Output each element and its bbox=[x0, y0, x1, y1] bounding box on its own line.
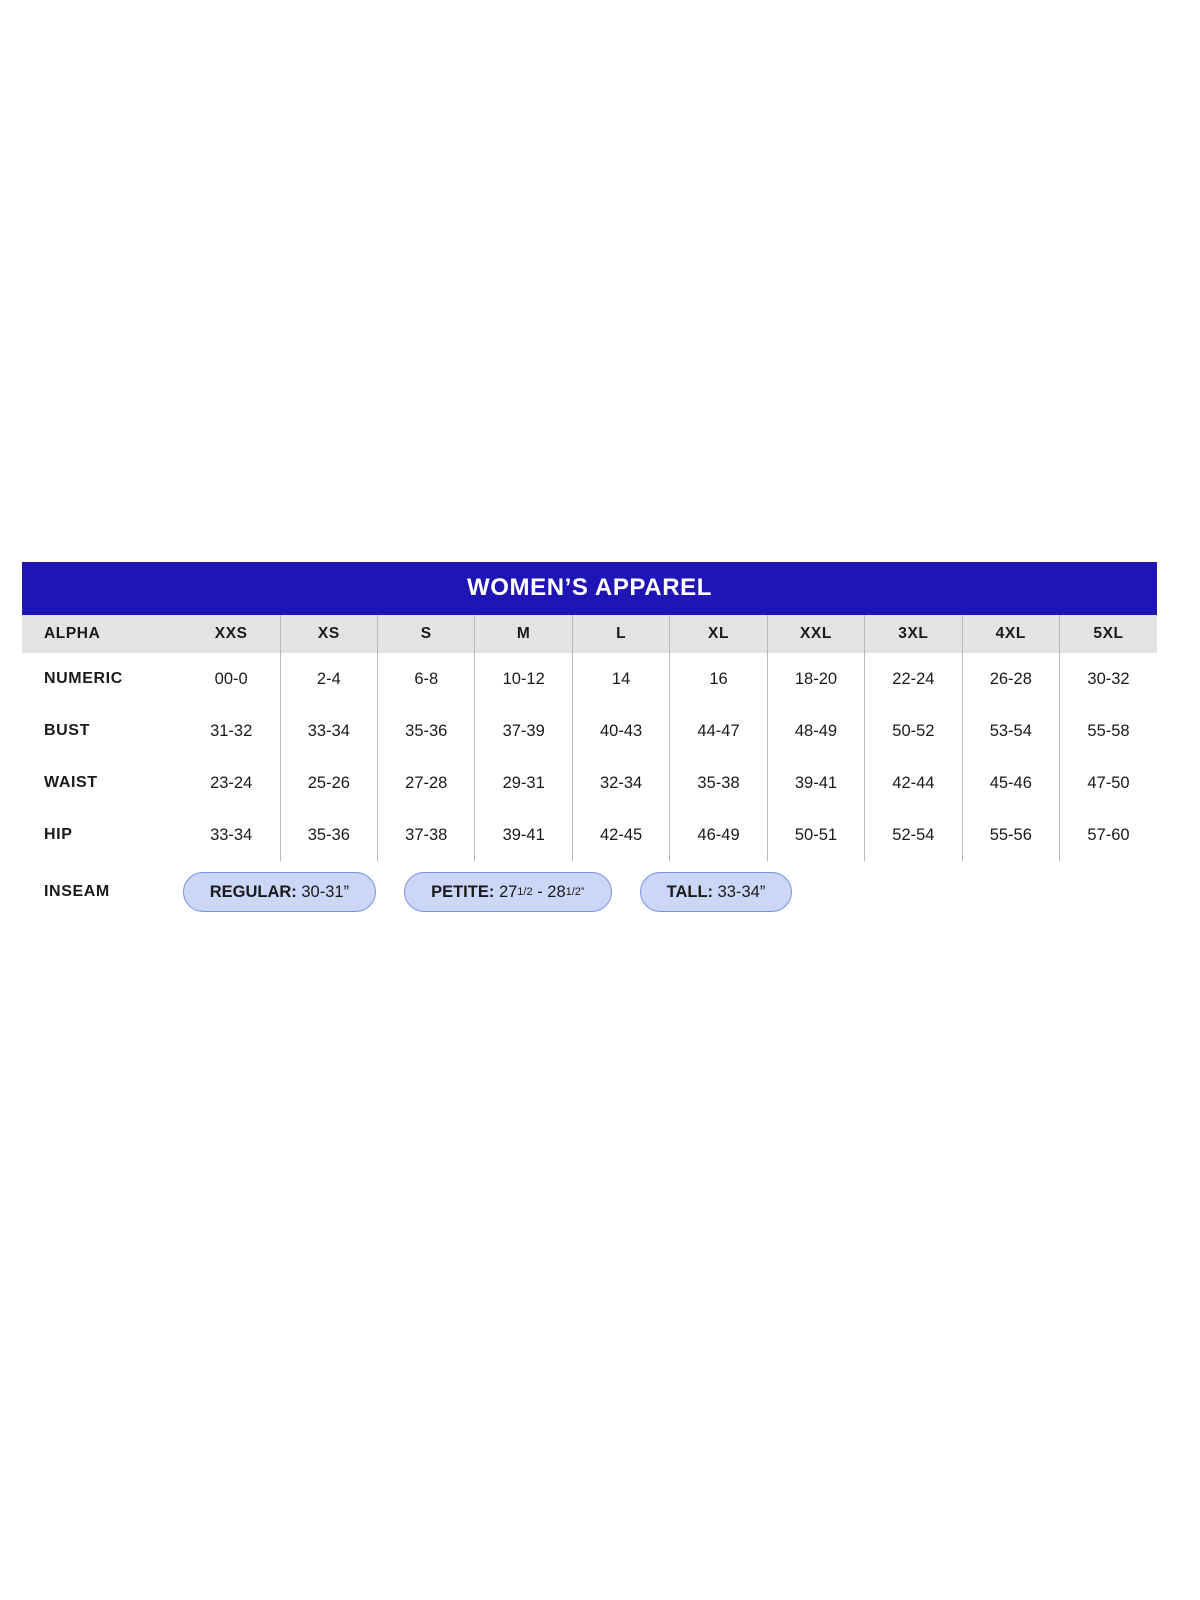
row-label: NUMERIC bbox=[44, 670, 123, 687]
row-label: BUST bbox=[44, 722, 90, 739]
inseam-tall-value: 33-34” bbox=[717, 882, 766, 901]
table-cell: 25-26 bbox=[280, 757, 377, 809]
table-cell: 16 bbox=[670, 653, 767, 705]
header-size: M bbox=[475, 615, 572, 653]
table-cell: 31-32 bbox=[183, 705, 280, 757]
table-cell: 44-47 bbox=[670, 705, 767, 757]
table-cell: 50-51 bbox=[767, 809, 864, 861]
table-cell: 22-24 bbox=[865, 653, 962, 705]
size-table bbox=[22, 615, 1157, 923]
inseam-regular-name: REGULAR: bbox=[209, 882, 297, 901]
table-row bbox=[22, 705, 1157, 757]
table-cell: 55-56 bbox=[962, 809, 1059, 861]
table-cell: 35-36 bbox=[280, 809, 377, 861]
inseam-petite-value-pre: 27 bbox=[498, 882, 518, 901]
inseam-option-regular[interactable] bbox=[183, 872, 376, 912]
row-label: WAIST bbox=[44, 774, 98, 791]
table-cell: 30-32 bbox=[1087, 669, 1130, 688]
header-size: 5XL bbox=[1093, 625, 1124, 642]
table-cell: 18-20 bbox=[767, 653, 864, 705]
table-cell: 42-44 bbox=[865, 757, 962, 809]
inseam-options bbox=[183, 861, 1157, 923]
header-size: 3XL bbox=[865, 615, 962, 653]
header-size: 4XL bbox=[962, 615, 1059, 653]
table-cell: 55-58 bbox=[1087, 721, 1130, 740]
table-row bbox=[22, 653, 1157, 705]
row-label: HIP bbox=[44, 826, 73, 843]
table-cell: 33-34 bbox=[183, 809, 280, 861]
header-size: XL bbox=[670, 615, 767, 653]
table-cell: 45-46 bbox=[962, 757, 1059, 809]
table-cell: 14 bbox=[572, 653, 669, 705]
table-cell: 42-45 bbox=[572, 809, 669, 861]
table-cell: 46-49 bbox=[670, 809, 767, 861]
inseam-petite-value-mid: - 28 bbox=[537, 882, 566, 901]
table-cell: 37-39 bbox=[475, 705, 572, 757]
table-cell: 33-34 bbox=[280, 705, 377, 757]
table-cell: 2-4 bbox=[280, 653, 377, 705]
header-size: XS bbox=[280, 615, 377, 653]
inseam-tall-name: TALL: bbox=[666, 882, 714, 901]
table-cell: 57-60 bbox=[1087, 825, 1130, 844]
table-cell: 53-54 bbox=[962, 705, 1059, 757]
table-cell: 32-34 bbox=[572, 757, 669, 809]
table-cell: 39-41 bbox=[475, 809, 572, 861]
table-cell: 39-41 bbox=[767, 757, 864, 809]
table-header-row bbox=[22, 615, 1157, 653]
table-cell: 10-12 bbox=[475, 653, 572, 705]
header-size: XXL bbox=[767, 615, 864, 653]
table-cell: 27-28 bbox=[378, 757, 475, 809]
table-cell: 26-28 bbox=[962, 653, 1059, 705]
chart-title: WOMEN’S APPAREL bbox=[22, 562, 1157, 615]
table-cell: 35-38 bbox=[670, 757, 767, 809]
row-label-inseam: INSEAM bbox=[44, 883, 110, 900]
size-chart bbox=[22, 562, 1157, 923]
table-row bbox=[22, 809, 1157, 861]
table-cell: 48-49 bbox=[767, 705, 864, 757]
table-cell: 35-36 bbox=[378, 705, 475, 757]
inseam-row bbox=[22, 861, 1157, 923]
header-size: S bbox=[378, 615, 475, 653]
table-cell: 23-24 bbox=[183, 757, 280, 809]
header-label: ALPHA bbox=[44, 625, 101, 642]
table-cell: 47-50 bbox=[1087, 773, 1130, 792]
inseam-petite-name: PETITE: bbox=[431, 882, 495, 901]
table-cell: 6-8 bbox=[378, 653, 475, 705]
table-cell: 50-52 bbox=[865, 705, 962, 757]
table-row bbox=[22, 757, 1157, 809]
header-size: XXS bbox=[183, 615, 280, 653]
table-cell: 52-54 bbox=[865, 809, 962, 861]
inseam-regular-value: 30-31” bbox=[301, 882, 350, 901]
inseam-option-petite[interactable]: PETITE: 27 1/2 - 28 1/2” bbox=[404, 872, 612, 912]
inseam-option-tall[interactable] bbox=[640, 872, 793, 912]
header-size: L bbox=[572, 615, 669, 653]
table-cell: 37-38 bbox=[378, 809, 475, 861]
table-cell: 29-31 bbox=[475, 757, 572, 809]
table-cell: 40-43 bbox=[572, 705, 669, 757]
table-cell: 00-0 bbox=[183, 653, 280, 705]
